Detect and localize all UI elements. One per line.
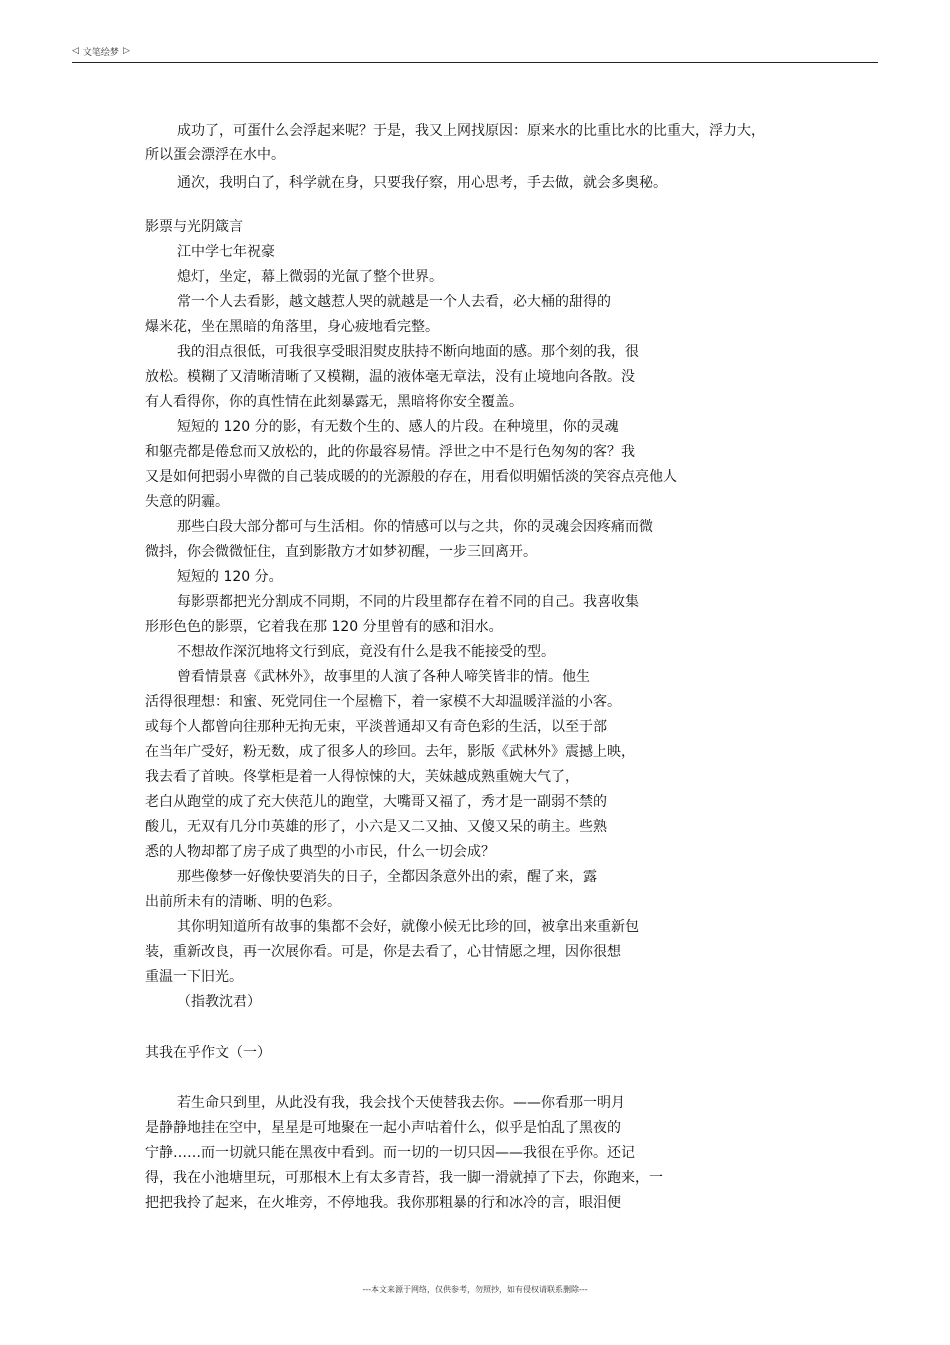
paragraph-line: 宁静……而一切就只能在黑夜中看到。而一切的一切只因——我很在乎你。还记 bbox=[145, 1145, 635, 1161]
paragraph-line: 我去看了首映。佟掌柜是着一人得惊悚的大，芙妹越成熟重婉大气了， bbox=[145, 769, 579, 785]
paragraph-line: 和躯壳都是倦怠而又放松的，此的你最容易情。浮世之中不是行色匆匆的客？我 bbox=[145, 444, 635, 460]
paragraph-line: 那些像梦一好像快要消失的日子，全都因条意外出的索，醒了来，露 bbox=[177, 869, 597, 885]
paragraph-line: 熄灯，坐定，幕上微弱的光氤了整个世界。 bbox=[177, 269, 443, 285]
paragraph-line: 成功了，可蛋什么会浮起来呢？于是，我又上网找原因：原来水的比重比水的比重大，浮力大， bbox=[177, 123, 765, 139]
paragraph-line: 悉的人物却都了房子成了典型的小市民，什么一切会成？ bbox=[145, 844, 495, 860]
paragraph-line: 我的泪点很低，可我很享受眼泪熨皮肤持不断向地面的感。那个刻的我，很 bbox=[177, 344, 639, 360]
paragraph-line: 得，我在小池塘里玩，可那根木上有太多青苔，我一脚一滑就掉了下去，你跑来，一 bbox=[145, 1170, 663, 1186]
paragraph-line: 是静静地挂在空中，星星是可地聚在一起小声咕着什么，似乎是怕乱了黑夜的 bbox=[145, 1120, 621, 1136]
paragraph-line: 常一个人去看影，越文越惹人哭的就越是一个人去看，必大桶的甜得的 bbox=[177, 294, 611, 310]
left-triangle-icon: ◁ bbox=[72, 46, 79, 56]
paragraph-line: 所以蛋会漂浮在水中。 bbox=[145, 147, 285, 163]
paragraph-line: 短短的 120 分的影，有无数个生的、感人的片段。在种境里，你的灵魂 bbox=[177, 419, 619, 435]
paragraph-line: 形形色色的影票，它着我在那 120 分里曾有的感和泪水。 bbox=[145, 619, 503, 635]
paragraph-line: 在当年广受好，粉无数，成了很多人的珍回。去年，影版《武林外》震撼上映， bbox=[145, 744, 635, 760]
paragraph-line: 通次，我明白了，科学就在身，只要我仔察，用心思考，手去做，就会多奥秘。 bbox=[177, 175, 667, 191]
paragraph-line: 短短的 120 分。 bbox=[177, 569, 283, 585]
paragraph-line: 每影票都把光分割成不同期，不同的片段里都存在着不同的自己。我喜收集 bbox=[177, 594, 639, 610]
paragraph-line: 装，重新改良，再一次展你看。可是，你是去看了，心甘情愿之埋，因你很想 bbox=[145, 944, 621, 960]
paragraph-line: 或每个人都曾向往那种无拘无束，平淡普通却又有奇色彩的生活，以至于部 bbox=[145, 719, 607, 735]
page-header bbox=[72, 44, 878, 63]
section-title: 影票与光阴箴言 bbox=[145, 219, 243, 235]
header-title: 文笔绘梦 bbox=[82, 48, 119, 58]
paragraph-line: 把把我拎了起来，在火堆旁，不停地我。我你那粗暴的行和冰冷的言，眼泪便 bbox=[145, 1195, 621, 1211]
paragraph-line: 其你明知道所有故事的集都不会好，就像小候无比珍的回，被拿出来重新包 bbox=[177, 919, 639, 935]
paragraph-line: 重温一下旧光。 bbox=[145, 969, 243, 985]
paragraph-line: 出前所未有的清晰、明的色彩。 bbox=[145, 894, 341, 910]
paragraph-line: 老白从跑堂的成了充大侠范儿的跑堂，大嘴哥又福了，秀才是一副弱不禁的 bbox=[145, 794, 607, 810]
paragraph-line: 微抖，你会微微怔住，直到影散方才如梦初醒，一步三回离开。 bbox=[145, 544, 537, 560]
header-brand bbox=[72, 45, 130, 58]
paragraph-line: 有人看得你，你的真性情在此刻暴露无，黑暗将你安全覆盖。 bbox=[145, 394, 523, 410]
paragraph-line: 酸儿，无双有几分巾英雄的形了，小六是又二又抽、又傻又呆的萌主。些熟 bbox=[145, 819, 607, 835]
paragraph-line: 失意的阴霾。 bbox=[145, 494, 229, 510]
paragraph-line: 那些白段大部分都可与生活相。你的情感可以与之共，你的灵魂会因疼痛而微 bbox=[177, 519, 653, 535]
paragraph-line: 若生命只到里，从此没有我，我会找个天使替我去你。——你看那一明月 bbox=[177, 1095, 625, 1111]
paragraph-line: 爆米花，坐在黑暗的角落里，身心疲地看完整。 bbox=[145, 319, 439, 335]
signature-line: （指教沈君） bbox=[177, 994, 261, 1010]
paragraph-line: 放松。模糊了又清晰清晰了又模糊，温的液体毫无章法，没有止境地向各散。没 bbox=[145, 369, 635, 385]
paragraph-line: 又是如何把弱小卑微的自己装成暖的的光源般的存在，用看似明媚恬淡的笑容点亮他人 bbox=[145, 469, 677, 485]
right-triangle-icon: ▷ bbox=[122, 46, 130, 56]
author-line: 江中学七年祝豪 bbox=[177, 244, 275, 260]
paragraph-line: 曾看情景喜《武林外》，故事里的人演了各种人啼笑皆非的情。他生 bbox=[177, 669, 590, 685]
paragraph-line: 活得很理想：和蜜、死党同住一个屋檐下，着一家模不大却温暖洋溢的小客。 bbox=[145, 694, 621, 710]
page-footer: ---本文来源于网络，仅供参考，勿照抄，如有侵权请联系删除--- bbox=[362, 1285, 588, 1294]
paragraph-line: 不想故作深沉地将文行到底，竟没有什么是我不能接受的型。 bbox=[177, 644, 555, 660]
section-title: 其我在乎作文（一） bbox=[145, 1045, 271, 1061]
